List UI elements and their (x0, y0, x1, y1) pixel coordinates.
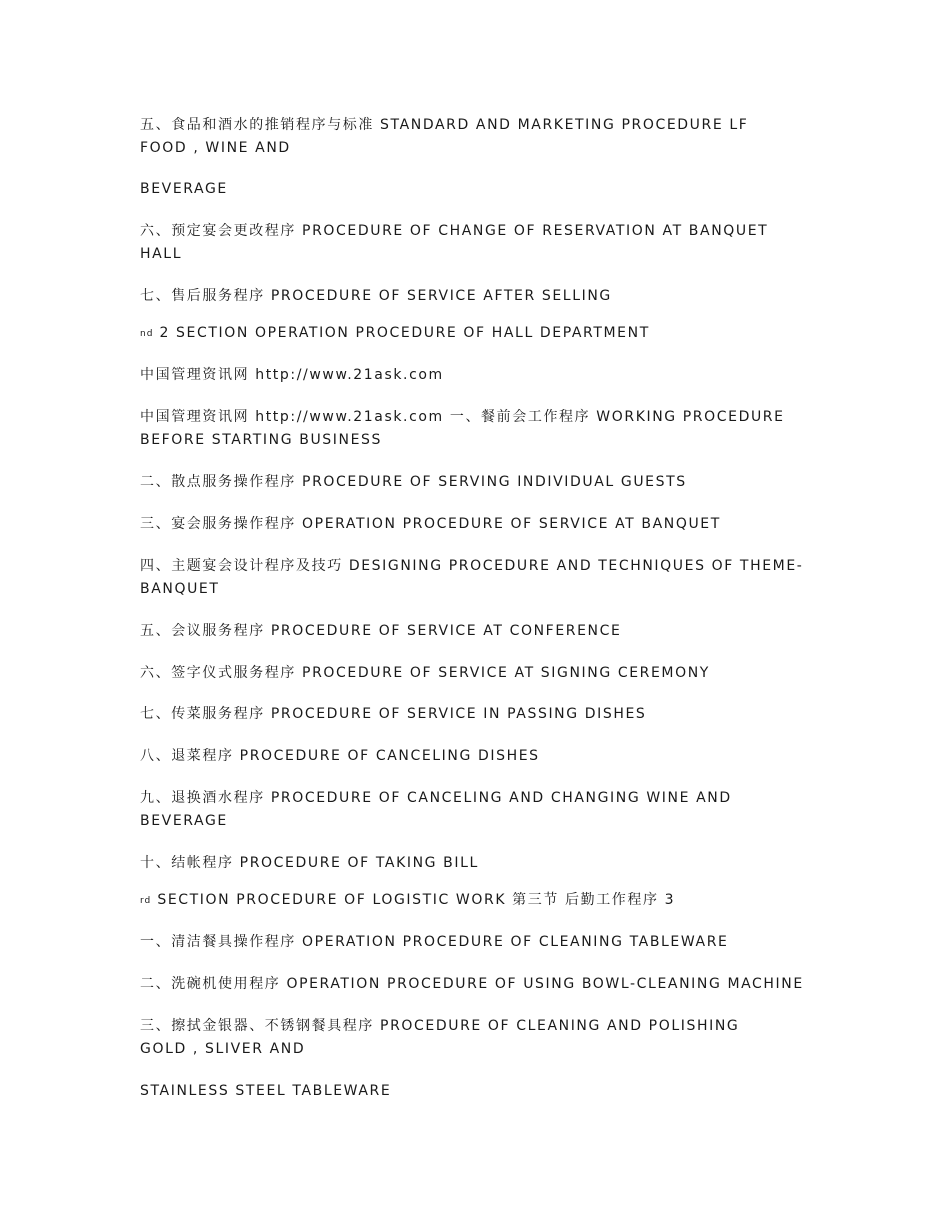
toc-entry-8-canceling-dishes: 八、退菜程序 PROCEDURE OF CANCELING DISHES (140, 748, 540, 764)
toc-entry-4-theme-banquet: 四、主题宴会设计程序及技巧 DESIGNING PROCEDURE AND TECHNIQUES OF THEME- (140, 558, 804, 574)
toc-entry-3-polishing: 三、擦拭金银器、不锈钢餐具程序 PROCEDURE OF CLEANING AND POLISHING (140, 1018, 740, 1034)
section-title: 2 SECTION OPERATION PROCEDURE OF HALL DEPARTMENT (159, 325, 650, 341)
website-credit-line: 中国管理资讯网 http://www.21ask.com (140, 367, 444, 383)
toc-entry-6-signing-ceremony: 六、签字仪式服务程序 PROCEDURE OF SERVICE AT SIGNING CEREMONY (140, 665, 710, 681)
toc-entry-9-wine-change: 九、退换酒水程序 PROCEDURE OF CANCELING AND CHANGING WINE AND (140, 790, 732, 806)
toc-entry-3-continuation: GOLD , SLIVER AND (140, 1041, 306, 1057)
toc-entry-1-continuation: BEFORE STARTING BUSINESS (140, 432, 382, 448)
toc-entry-6-reservation-change: 六、预定宴会更改程序 PROCEDURE OF CHANGE OF RESERVATION AT BANQUET (140, 223, 769, 239)
toc-entry-4-continuation: BANQUET (140, 581, 220, 597)
toc-entry-9-continuation: BEVERAGE (140, 813, 228, 829)
toc-entry-5-food-wine: 五、食品和酒水的推销程序与标准 STANDARD AND MARKETING PROCEDURE LF (140, 117, 749, 133)
section-heading-3rd (140, 889, 810, 914)
section-heading-2nd (140, 322, 810, 347)
ordinal-suffix: rd (140, 896, 152, 906)
toc-entry-3-stainless: STAINLESS STEEL TABLEWARE (140, 1083, 392, 1099)
section-title: SECTION PROCEDURE OF LOGISTIC WORK 第三节 后勤工作程序 3 (157, 892, 676, 908)
toc-entry-5-conference: 五、会议服务程序 PROCEDURE OF SERVICE AT CONFERENCE (140, 623, 622, 639)
toc-entry-7-after-selling: 七、售后服务程序 PROCEDURE OF SERVICE AFTER SELLING (140, 288, 612, 304)
toc-entry-2-bowl-cleaning-machine: 二、洗碗机使用程序 OPERATION PROCEDURE OF USING BOWL-CLEANING MACHINE (140, 976, 804, 992)
toc-entry-6-continuation: HALL (140, 246, 183, 262)
toc-entry-7-passing-dishes: 七、传菜服务程序 PROCEDURE OF SERVICE IN PASSING DISHES (140, 706, 647, 722)
toc-entry-1-cleaning-tableware: 一、清洁餐具操作程序 OPERATION PROCEDURE OF CLEANING TABLEWARE (140, 934, 729, 950)
toc-entry-10-taking-bill: 十、结帐程序 PROCEDURE OF TAKING BILL (140, 855, 479, 871)
toc-entry-2-individual-guests: 二、散点服务操作程序 PROCEDURE OF SERVING INDIVIDUAL GUESTS (140, 474, 687, 490)
toc-entry-1-pre-meal-meeting: 中国管理资讯网 http://www.21ask.com 一、餐前会工作程序 WORKING PROCEDURE (140, 409, 785, 425)
ordinal-suffix: nd (140, 329, 154, 339)
toc-entry-5-beverage: BEVERAGE (140, 181, 228, 197)
toc-entry-3-banquet-service: 三、宴会服务操作程序 OPERATION PROCEDURE OF SERVICE AT BANQUET (140, 516, 721, 532)
toc-entry-5-continuation: FOOD , WINE AND (140, 140, 291, 156)
